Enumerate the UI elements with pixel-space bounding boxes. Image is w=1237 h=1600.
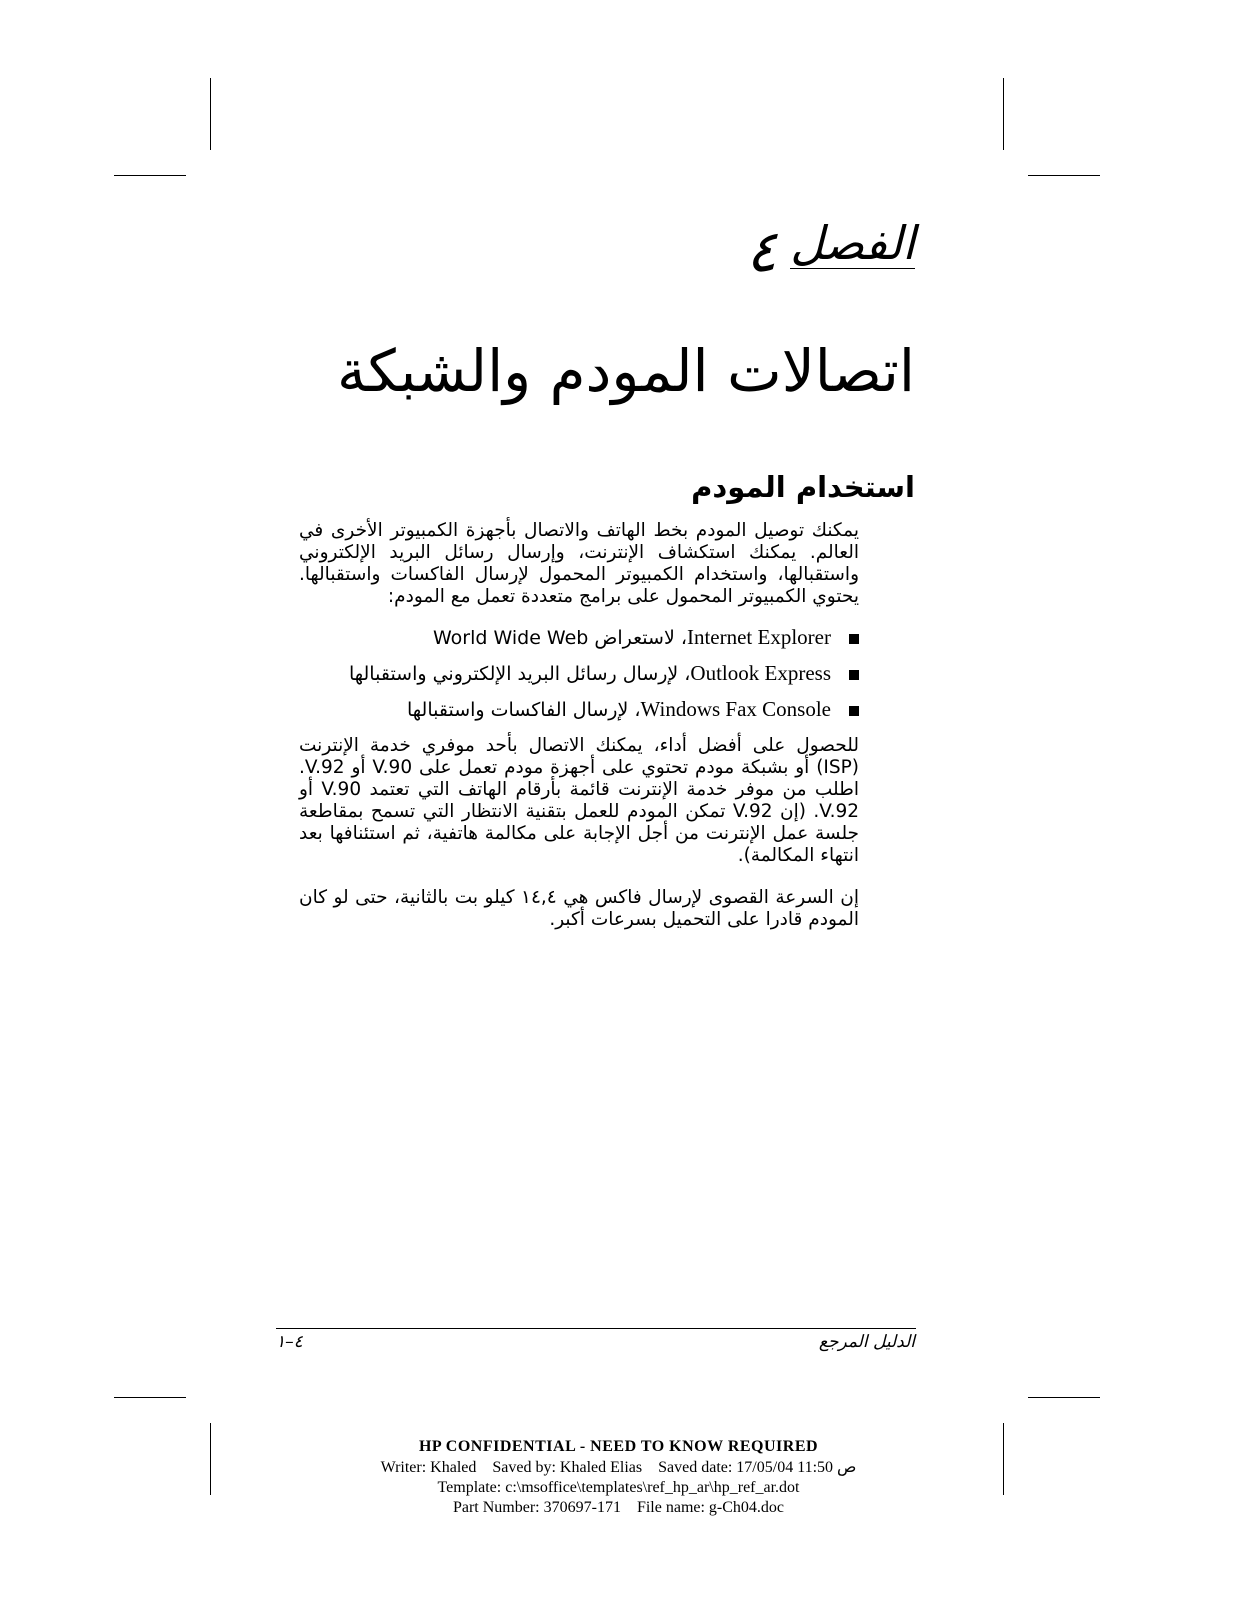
crop-mark [114, 1397, 186, 1398]
performance-paragraph: للحصول على أفضل أداء، يمكنك الاتصال بأحد موفري خدمة الإنترنت (ISP) أو بشبكة مودم تحتوي على أجهزة مودم تعمل على V.90 أو V.92. اطلب من موفر خدمة الإنترنت قائمة بأرقام الهاتف التي تعتمد V.90 أو V.92. (إن V.92 تمكن المودم للعمل بتقنية الانتظار التي تسمح بمقاطعة جلسة عمل الإنترنت من أجل الإجابة على مكالمة هاتفية، ثم استئنافها بعد انتهاء المكالمة). [299, 735, 859, 866]
crop-mark [1028, 175, 1100, 176]
square-bullet-icon [849, 634, 859, 644]
writer-line: Writer: Khaled Saved by: Khaled Elias Saved date: 17/05/04 11:50 ص [380, 1459, 857, 1476]
list-item [299, 694, 859, 730]
footer-rule [276, 1328, 916, 1329]
program-purpose: ، لإرسال الفاكسات واستقبالها [407, 699, 641, 721]
program-name: Outlook Express [690, 661, 831, 685]
program-name: Windows Fax Console [640, 697, 831, 721]
crop-mark [1028, 1397, 1100, 1398]
list-item [299, 622, 859, 658]
program-purpose: ، لاستعراض World Wide Web [433, 627, 687, 649]
confidential-heading: HP CONFIDENTIAL - NEED TO KNOW REQUIRED [418, 1438, 819, 1455]
intro-paragraph: يمكنك توصيل المودم بخط الهاتف والاتصال بأجهزة الكمبيوتر الأخرى في العالم. يمكنك استكشاف الإنترنت، وإرسال رسائل البريد الإلكتروني واستقبالها، واستخدام الكمبيوتر المحمول لإرسال الفاكسات واستقبالها. يحتوي الكمبيوتر المحمول على برامج متعددة تعمل مع المودم: [299, 520, 859, 607]
chapter-number: ٤ [745, 217, 777, 285]
program-purpose: ، لإرسال رسائل البريد الإلكتروني واستقبالها [348, 663, 691, 685]
fax-speed-paragraph: إن السرعة القصوى لإرسال فاكس هي ١٤,٤ كيلو بت بالثانية، حتى لو كان المودم قادرا على التحميل بسرعات أكبر. [299, 887, 859, 930]
crop-mark [210, 78, 211, 150]
part-number-line: Part Number: 370697-171 File name: g-Ch04.doc [452, 1499, 785, 1516]
page-number: ٤–١ [276, 1332, 303, 1352]
list-item [299, 658, 859, 694]
program-name: Internet Explorer [686, 625, 831, 649]
section-heading: استخدام المودم [691, 470, 915, 504]
guide-name: الدليل المرجع [818, 1332, 915, 1352]
chapter-label: الفصل [790, 216, 915, 270]
crop-mark [1003, 78, 1004, 150]
crop-mark [114, 175, 186, 176]
program-list [299, 622, 859, 730]
square-bullet-icon [849, 706, 859, 716]
chapter-title: اتصالات المودم والشبكة [337, 337, 915, 405]
square-bullet-icon [849, 670, 859, 680]
template-line: Template: c:\msoffice\templates\ref_hp_ar\hp_ref_ar.dot [437, 1479, 800, 1496]
